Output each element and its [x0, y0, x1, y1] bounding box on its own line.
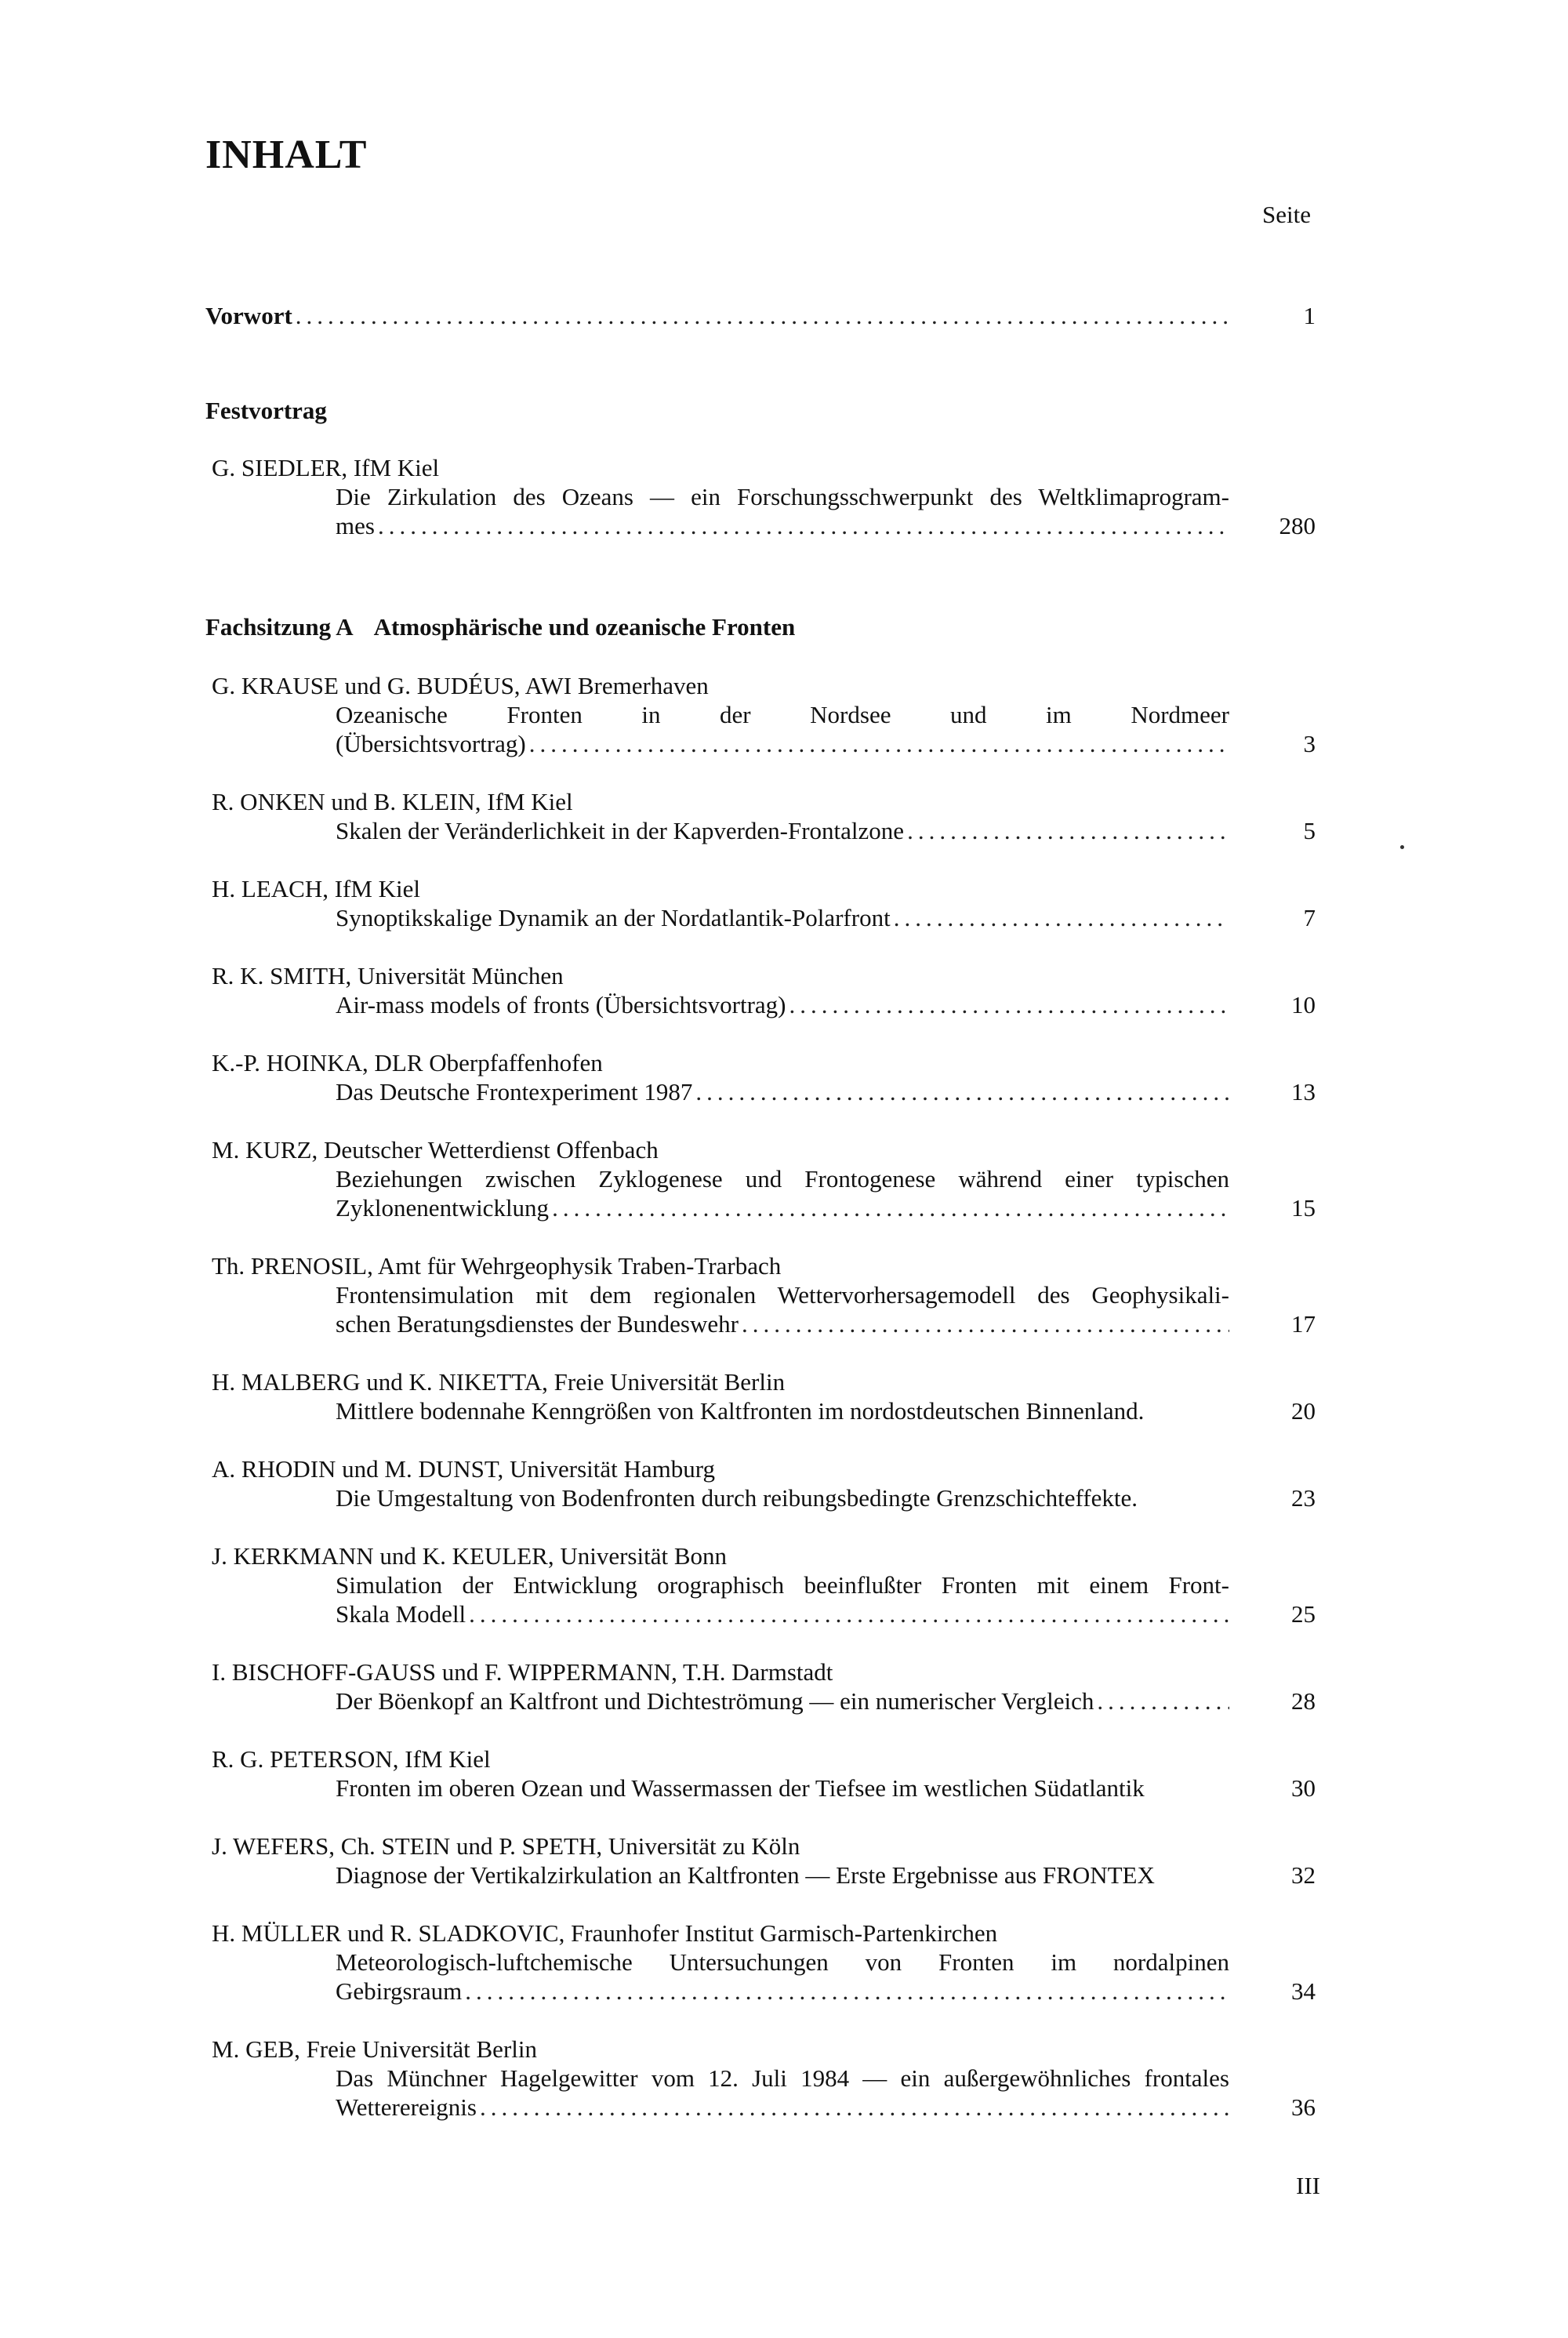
entry-author: K.-P. HOINKA, DLR Oberpfaffenhofen: [212, 1049, 603, 1076]
section-festvortrag: Festvortrag: [205, 397, 327, 424]
entry-author: G. KRAUSE und G. BUDÉUS, AWI Bremerhaven: [212, 672, 709, 699]
entry-author: A. RHODIN und M. DUNST, Universität Hamburg: [212, 1455, 716, 1483]
toc-entry[interactable]: [336, 1077, 1229, 1106]
toc-entry[interactable]: [336, 2093, 1229, 2122]
entry-page: 20: [1291, 1397, 1316, 1425]
entry-author: R. K. SMITH, Universität München: [212, 962, 564, 989]
toc-entry[interactable]: [336, 1193, 1229, 1222]
vorwort-page: 1: [1303, 302, 1316, 329]
entry-title-line: Beziehungen zwischen Zyklogenese und Frontogenese während einer typischen: [336, 1165, 1229, 1193]
toc-entry[interactable]: [336, 1861, 1229, 1890]
leader-dots: [465, 1977, 1229, 2006]
vorwort-label: Vorwort: [205, 302, 292, 329]
entry-page: 17: [1291, 1310, 1316, 1338]
entry-page: 10: [1291, 991, 1316, 1018]
entry-page: 32: [1291, 1861, 1316, 1889]
entry-title-line: Ozeanische Fronten in der Nordsee und im Nordmeer: [336, 701, 1229, 728]
entry-author: J. KERKMANN und K. KEULER, Universität Bonn: [212, 1542, 727, 1570]
toc-entry[interactable]: [336, 1396, 1229, 1425]
entry-title-line: (Übersichtsvortrag): [336, 730, 526, 757]
entry-title-line: Wetterereignis: [336, 2093, 477, 2121]
entry-author: R. G. PETERSON, IfM Kiel: [212, 1745, 491, 1773]
entry-author: I. BISCHOFF-GAUSS und F. WIPPERMANN, T.H. Darmstadt: [212, 1658, 833, 1686]
section-subtitle: Atmosphärische und ozeanische Fronten: [373, 613, 796, 641]
leader-dots: [894, 903, 1229, 932]
entry-page: 5: [1303, 817, 1316, 844]
toc-entry[interactable]: [336, 1599, 1229, 1628]
entry-title-line: Die Umgestaltung von Bodenfronten durch reibungsbedingte Grenzschichteffekte.: [336, 1484, 1138, 1512]
entry-page: 3: [1303, 730, 1316, 757]
entry-title-line: schen Beratungsdienstes der Bundeswehr: [336, 1310, 739, 1338]
leader-dots: [480, 2093, 1229, 2122]
entry-title-line: Frontensimulation mit dem regionalen Wettervorhersagemodell des Geophysikali-: [336, 1281, 1229, 1309]
leader-dots: [469, 1599, 1229, 1628]
entry-title-line: Das Deutsche Frontexperiment 1987: [336, 1078, 693, 1105]
leader-dots: [742, 1309, 1229, 1338]
page-title: INHALT: [205, 133, 368, 177]
entry-page: 13: [1291, 1078, 1316, 1105]
leader-dots: [378, 511, 1229, 540]
entry-title-line: Air-mass models of fronts (Übersichtsvortrag): [336, 991, 786, 1018]
entry-page: 7: [1303, 904, 1316, 931]
toc-entry[interactable]: [336, 990, 1229, 1019]
toc-entry[interactable]: [336, 1977, 1229, 2006]
section-label: Fachsitzung A: [205, 613, 354, 641]
toc-entry[interactable]: [336, 1309, 1229, 1338]
entry-title-line: Die Zirkulation des Ozeans — ein Forschungsschwerpunkt des Weltklimaprogram-: [336, 483, 1229, 510]
entry-author: H. MALBERG und K. NIKETTA, Freie Universität Berlin: [212, 1368, 786, 1396]
leader-dots: [529, 729, 1229, 758]
leader-dots: [296, 301, 1229, 330]
toc-entry[interactable]: [336, 1773, 1229, 1803]
entry-page: 34: [1291, 1977, 1316, 2005]
entry-page: 23: [1291, 1484, 1316, 1512]
entry-title-line: Meteorologisch-luftchemische Untersuchungen von Fronten im nordalpinen: [336, 1948, 1229, 1976]
toc-entry-festvortrag[interactable]: [336, 511, 1229, 540]
entry-title-line: Zyklonenentwicklung: [336, 1194, 550, 1222]
entry-title-line: Mittlere bodennahe Kenngrößen von Kaltfronten im nordostdeutschen Binnenland.: [336, 1397, 1145, 1425]
entry-author: H. MÜLLER und R. SLADKOVIC, Fraunhofer Institut Garmisch-Partenkirchen: [212, 1919, 998, 1947]
entry-author: G. SIEDLER, IfM Kiel: [212, 454, 440, 481]
leader-dots: [552, 1193, 1229, 1222]
toc-entry[interactable]: [336, 729, 1229, 758]
entry-title-line: Fronten im oberen Ozean und Wassermassen der Tiefsee im westlichen Südatlantik: [336, 1774, 1145, 1802]
toc-entry[interactable]: [336, 1483, 1229, 1512]
page-number: III: [1296, 2172, 1320, 2199]
entry-title-line: Simulation der Entwicklung orographisch beeinflußter Fronten mit einem Front-: [336, 1571, 1229, 1599]
entry-title-line: mes: [336, 512, 375, 539]
entry-title-line: Das Münchner Hagelgewitter vom 12. Juli 1984 — ein außergewöhnliches frontales: [336, 2064, 1229, 2092]
entry-title-line: Diagnose der Vertikalzirkulation an Kaltfronten — Erste Ergebnisse aus FRONTEX: [336, 1861, 1155, 1889]
toc-entry-vorwort[interactable]: [205, 301, 1229, 330]
entry-author: Th. PRENOSIL, Amt für Wehrgeophysik Traben-Trarbach: [212, 1252, 782, 1280]
section-fachsitzung-a: [205, 613, 795, 641]
leader-dots: [695, 1077, 1229, 1106]
entry-title-line: Synoptikskalige Dynamik an der Nordatlantik-Polarfront: [336, 904, 891, 931]
entry-author: R. ONKEN und B. KLEIN, IfM Kiel: [212, 788, 573, 815]
entry-author: H. LEACH, IfM Kiel: [212, 875, 421, 902]
toc-entry[interactable]: [336, 1686, 1229, 1715]
entry-author: M. GEB, Freie Universität Berlin: [212, 2035, 537, 2063]
entry-page: 36: [1291, 2093, 1316, 2121]
entry-title-line: Skalen der Veränderlichkeit in der Kapverden-Frontalzone: [336, 817, 905, 844]
leader-dots: [789, 990, 1229, 1019]
leader-dots: [1097, 1686, 1229, 1715]
entry-page: 25: [1291, 1600, 1316, 1628]
leader-dots: [907, 816, 1229, 845]
entry-page: 15: [1291, 1194, 1316, 1222]
entry-page: 28: [1291, 1687, 1316, 1715]
entry-title-line: Gebirgsraum: [336, 1977, 463, 2005]
toc-entry[interactable]: [336, 816, 1229, 845]
entry-author: J. WEFERS, Ch. STEIN und P. SPETH, Universität zu Köln: [212, 1832, 800, 1860]
scan-speck: [1400, 845, 1404, 849]
page-column-label: Seite: [1262, 201, 1311, 228]
entry-title-line: Der Böenkopf an Kaltfront und Dichteströmung — ein numerischer Vergleich: [336, 1687, 1094, 1715]
toc-entry[interactable]: [336, 903, 1229, 932]
entry-title-line: Skala Modell: [336, 1600, 466, 1628]
entry-page: 280: [1279, 512, 1316, 539]
entry-author: M. KURZ, Deutscher Wetterdienst Offenbach: [212, 1136, 659, 1164]
entry-page: 30: [1291, 1774, 1316, 1802]
